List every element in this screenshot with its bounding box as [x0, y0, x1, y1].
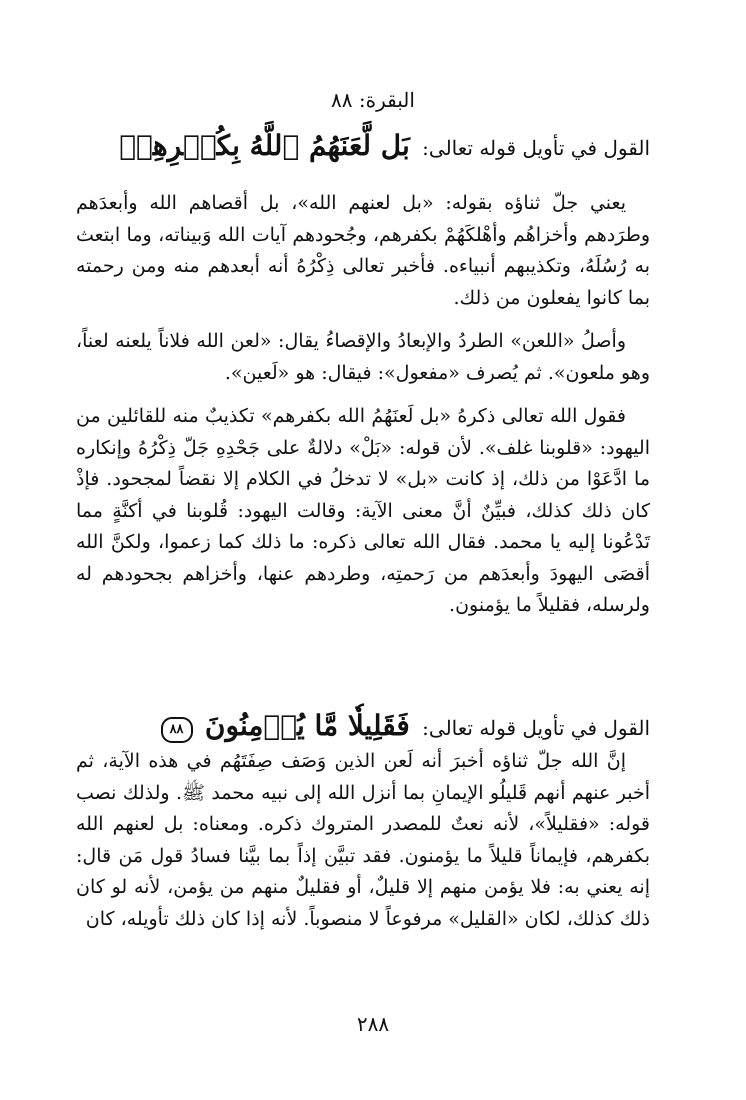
section-heading-2: [80, 708, 650, 744]
heading-prefix: القول في تأويل قوله تعالى:: [422, 136, 650, 160]
section-heading-1: [80, 128, 650, 164]
quran-verse-text: بَل لَّعَنَهُمُ ٱللَّهُ بِكُفۡرِهِمۡ: [119, 129, 410, 162]
ayah-number-mark: ٨٨: [161, 717, 193, 743]
page-number-text: ٢٨٨: [356, 1012, 390, 1036]
section-2-body: [76, 746, 650, 947]
paragraph: وأصلُ «اللعن» الطردُ والإبعادُ والإقصاءُ يقال: «لعن الله فلاناً يلعنه لعناً، وهو ملعون». ثم يُصرف «مفعول»: فيقال: هو «لَعين».: [76, 330, 650, 384]
paragraph: يعني جلّ ثناؤه بقوله: «بل لعنهم الله»، بل أقصاهم الله وأبعدَهم وطرَدهم وأخزاهُم وأهْلكَهُمْ بكفرهم، وجُحودهم آيات الله وَبيناته، وما ابتعث به رُسُلَهُ، وتكذيبهم أنبياءه. فأخبر تعالى ذِكْرُهُ أنه أبعدهم منه ومن رحمته بما كانوا يفعلون من ذلك.: [76, 192, 650, 309]
paragraph: إنَّ الله جلّ ثناؤه أخبرَ أنه لَعن الذين وَصَف صِفَتَهُم في هذه الآية، ثم أخبر عنهم أنهم قَليلُو الإيمانِ بما أنزل الله إلى نبيه محمد ﷺ. ولذلك نصب قوله: «فقليلاً»، لأنه نعتٌ للمصدر المتروك ذكره. ومعناه: بل لعنهم الله بكفرهم، فإيماناً قليلاً ما يؤمنون. فقد تبيَّن إذاً بما بيَّنا فسادُ قول مَن قال: إنه يعني به: فلا يؤمن منهم إلا قليلٌ، أو فقليلٌ منهم من يؤمن، لأنه لو كان ذلك كذلك، لكان «القليل» مرفوعاً لا منصوباً. لأنه إذا كان ذلك تأويله، كان: [76, 750, 650, 930]
page-number: [0, 1012, 746, 1036]
surah-reference: البقرة: ٨٨: [331, 88, 415, 112]
heading-prefix: القول في تأويل قوله تعالى:: [422, 716, 650, 740]
running-header: [0, 88, 746, 112]
paragraph: فقول الله تعالى ذكرهُ «بل لَعنَهُمُ الله بكفرهم» تكذيبٌ منه للقائلين من اليهود: «قلوبنا غلف». لأن قوله: «بَلْ» دلالةٌ على جَحْدِهِ جَلّ ذِكْرُهُ وإنكاره ما ادَّعَوْا من ذلك، إذ كانت «بل» لا تدخلُ في الكلام إلا نقضاً لمجحود. فإذْ كان ذلك كذلك، فبيِّنٌ أنَّ معنى الآية: وقالت اليهود: قُلوبنا في أكنَّةٍ مما تَدْعُونا إليه يا محمد. فقال الله تعالى ذكره: ما ذلك كما زعموا، ولكنَّ الله أقصَى اليهودَ وأبعدَهم من رَحمتِه، وطردهم عنها، وأخزاهم بجحودهم له ولرسله، فقليلاً ما يؤمنون.: [76, 405, 650, 616]
quran-verse-text: فَقَلِيلٗا مَّا يُؤۡمِنُونَ: [204, 709, 410, 742]
section-1-body: [76, 188, 650, 634]
